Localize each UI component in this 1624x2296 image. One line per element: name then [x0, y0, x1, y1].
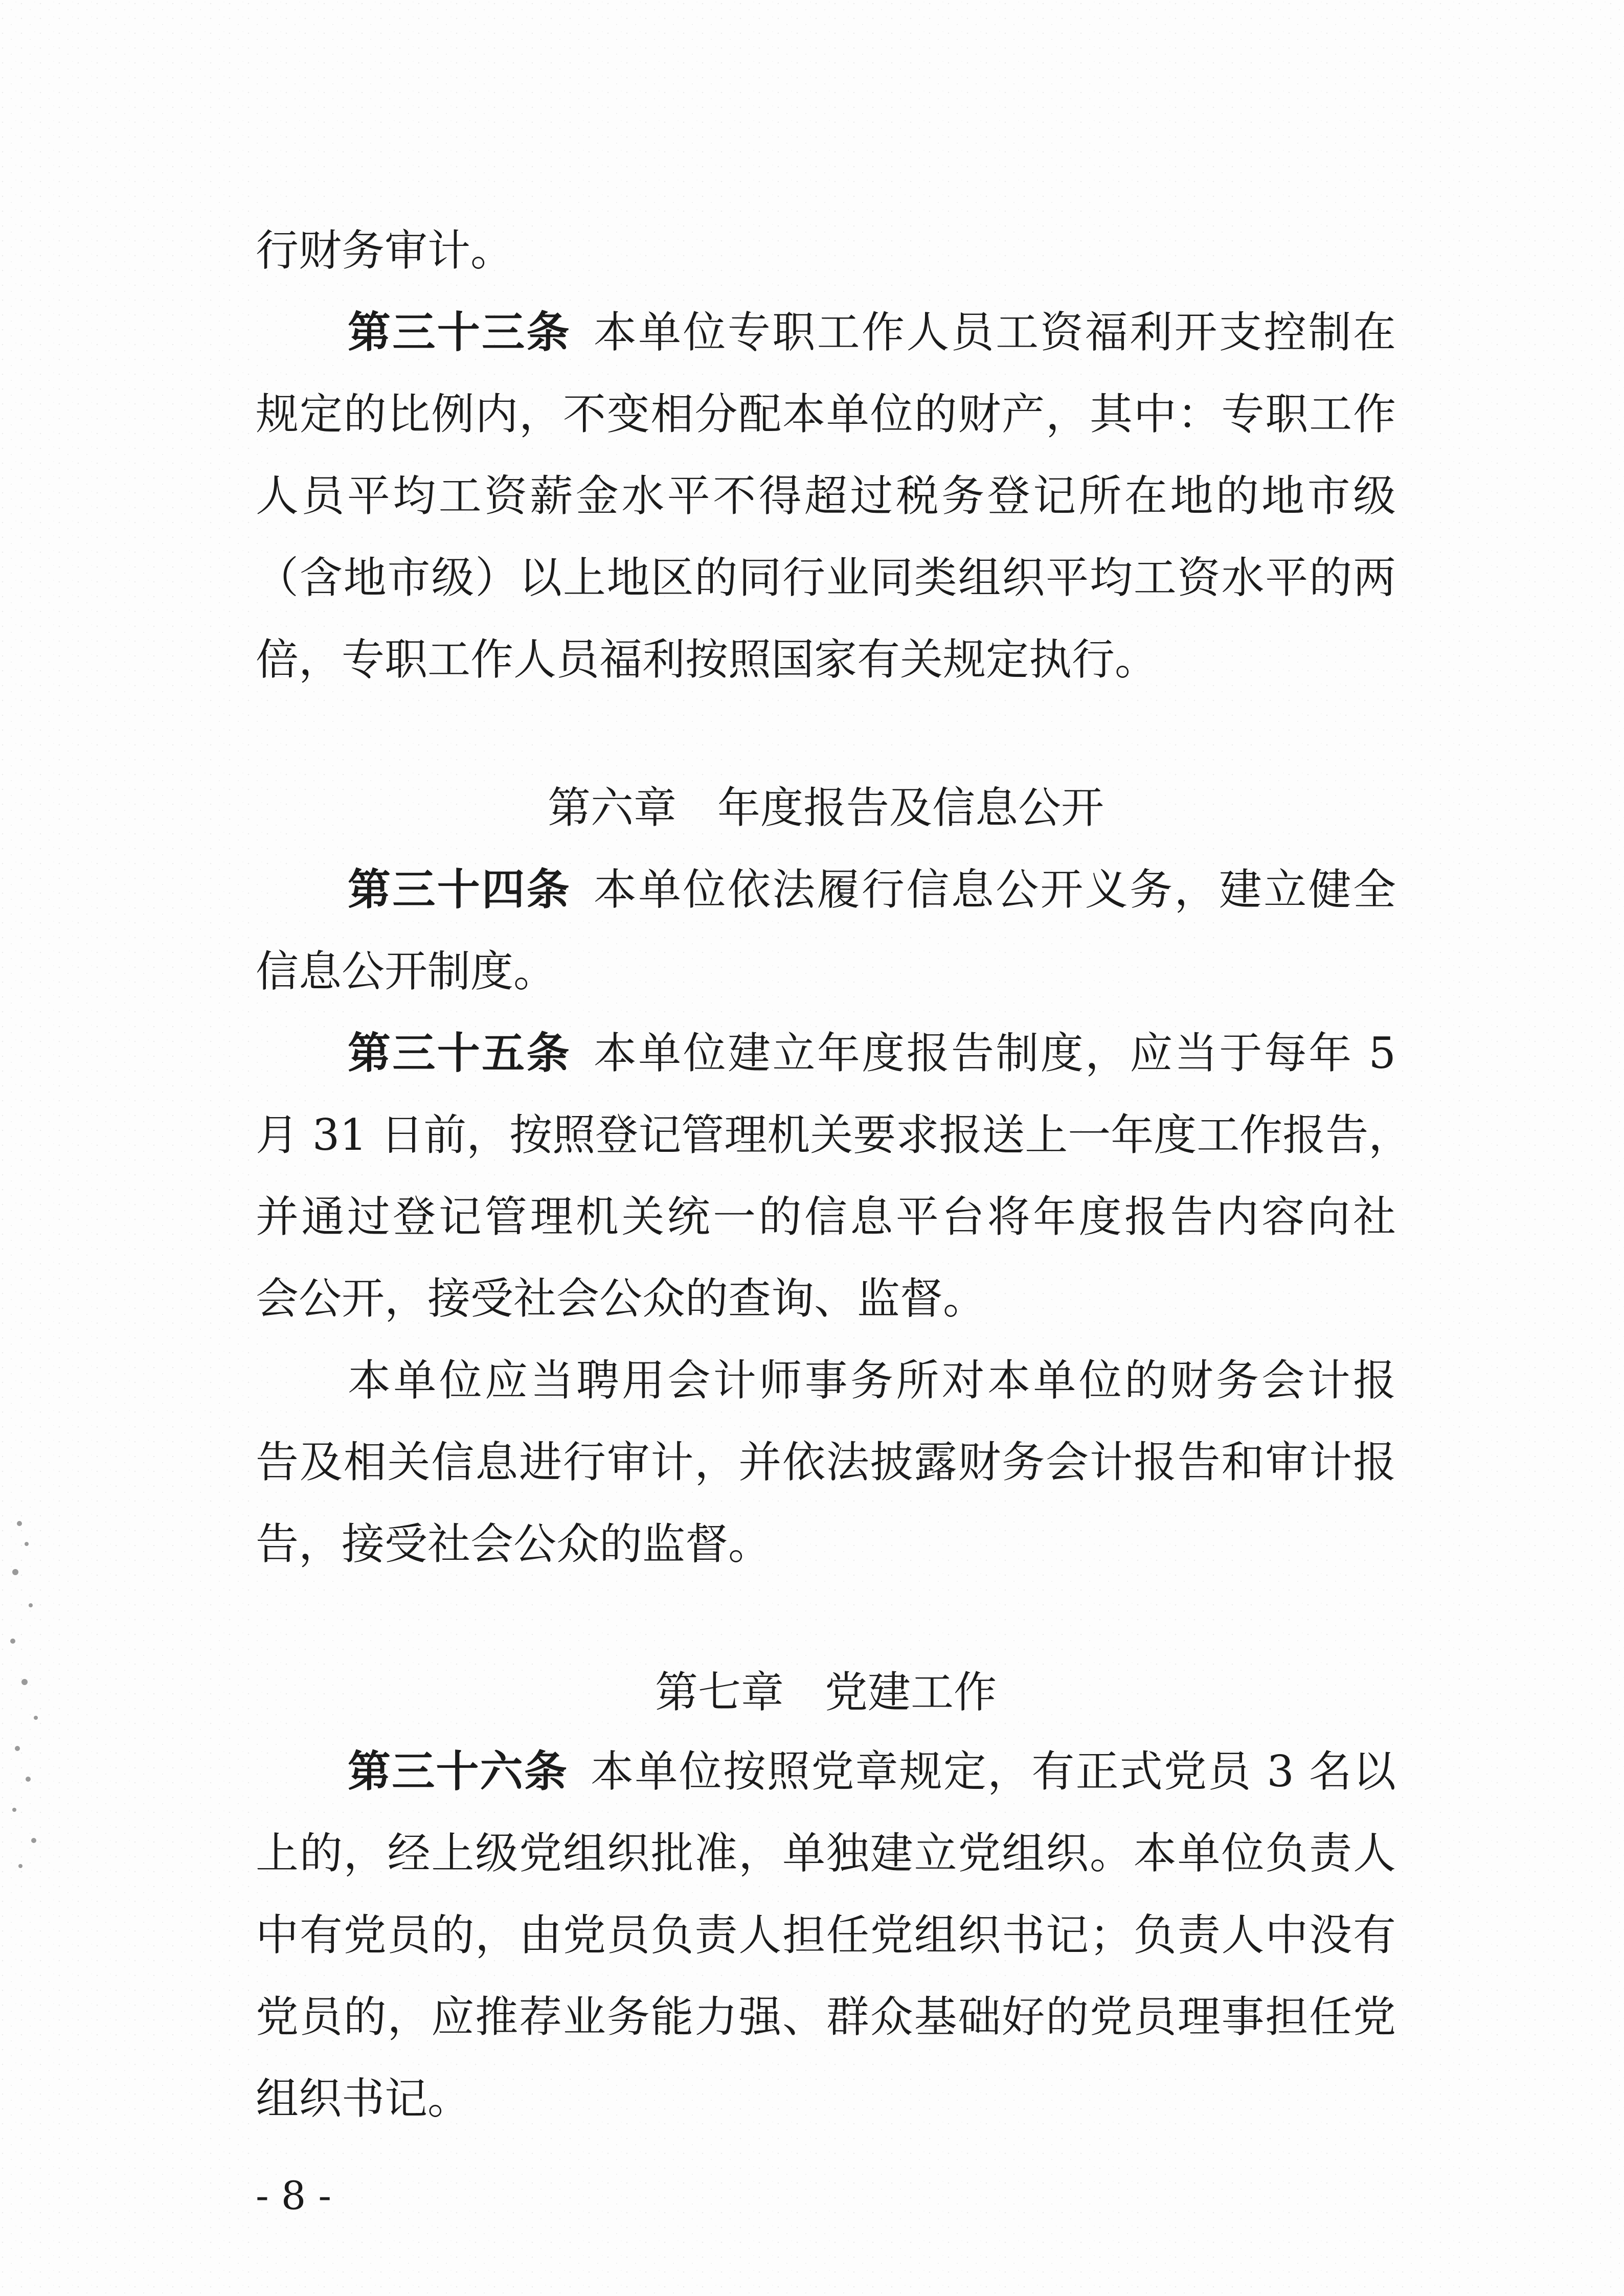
article-33-label: 第三十三条 [348, 307, 571, 357]
article-36-line-4 [256, 1991, 1396, 2042]
article-33-line-3 [256, 470, 1396, 521]
article-36-text-2: 上的，经上级党组织批准，单独建立党组织。本单位负责人 [256, 1828, 1396, 1878]
article-33-line-4 [256, 552, 1396, 603]
chapter-7-heading [256, 1667, 1396, 1718]
article-36-line-2 [256, 1828, 1396, 1879]
article-36-line-5 [256, 2073, 1396, 2124]
article-34-text-1: 本单位依法履行信息公开义务，建立健全 [593, 865, 1396, 915]
article-35-text-2: 月 31 日前，按照登记管理机关要求报送上一年度工作报告， [256, 1110, 1412, 1160]
article-35-para2-text-2: 告及相关信息进行审计，并依法披露财务会计报告和审计报 [256, 1437, 1396, 1487]
article-36-text-1: 本单位按照党章规定，有正式党员 3 名以 [591, 1746, 1396, 1797]
binding-speckle-left [10, 1521, 38, 1868]
article-35-label: 第三十五条 [348, 1028, 571, 1078]
article-33-text-3: 人员平均工资薪金水平不得超过税务登记所在地的地市级 [256, 471, 1396, 521]
article-36-text-5: 组织书记。 [256, 2074, 471, 2124]
fragment-text: 行财务审计。 [256, 225, 514, 276]
article-36-line-1 [348, 1746, 1396, 1797]
chapter-7-number: 第七章 [655, 1667, 784, 1717]
article-35-para2-line-2 [256, 1437, 1396, 1488]
article-34-line-2 [256, 946, 1396, 997]
article-35-line-2 [256, 1109, 1412, 1161]
chapter-6-number: 第六章 [547, 783, 676, 833]
chapter-6-title: 年度报告及信息公开 [717, 783, 1104, 833]
article-35-text-4: 会公开，接受社会公众的查询、监督。 [256, 1274, 986, 1324]
article-34-line-1 [348, 864, 1396, 915]
continued-text-line [256, 225, 1396, 276]
article-35-text-1: 本单位建立年度报告制度，应当于每年 5 [593, 1028, 1396, 1078]
article-35-para2-line-1 [348, 1355, 1396, 1406]
article-35-line-1 [348, 1028, 1396, 1079]
article-34-label: 第三十四条 [348, 864, 571, 915]
page-number [256, 2170, 331, 2221]
page-number-text: - 8 - [256, 2173, 332, 2218]
article-33-text-4: （含地市级）以上地区的同行业同类组织平均工资水平的两 [256, 553, 1396, 603]
article-34-text-2: 信息公开制度。 [256, 946, 557, 996]
article-35-para2-line-3 [256, 1518, 1396, 1570]
article-35-line-3 [256, 1191, 1396, 1242]
article-35-para2-text-1: 本单位应当聘用会计师事务所对本单位的财务会计报 [348, 1355, 1396, 1405]
article-36-label: 第三十六条 [348, 1746, 569, 1797]
article-35-text-3: 并通过登记管理机关统一的信息平台将年度报告内容向社 [256, 1192, 1396, 1242]
article-33-line-2 [256, 389, 1396, 440]
article-36-text-3: 中有党员的，由党员负责人担任党组织书记；负责人中没有 [256, 1910, 1396, 1960]
article-35-para2-text-3: 告，接受社会公众的监督。 [256, 1519, 772, 1569]
article-36-text-4: 党员的，应推荐业务能力强、群众基础好的党员理事担任党 [256, 1992, 1396, 2042]
article-33-text-5: 倍，专职工作人员福利按照国家有关规定执行。 [256, 634, 1158, 685]
chapter-7-title: 党建工作 [825, 1667, 997, 1717]
article-33-text-2: 规定的比例内，不变相分配本单位的财产，其中：专职工作 [256, 389, 1396, 439]
chapter-6-heading [256, 782, 1396, 833]
article-33-line-5 [256, 634, 1396, 685]
article-33-line-1 [348, 307, 1396, 358]
article-35-line-4 [256, 1273, 1396, 1324]
article-33-text-1: 本单位专职工作人员工资福利开支控制在 [593, 307, 1396, 357]
article-36-line-3 [256, 1909, 1396, 1961]
